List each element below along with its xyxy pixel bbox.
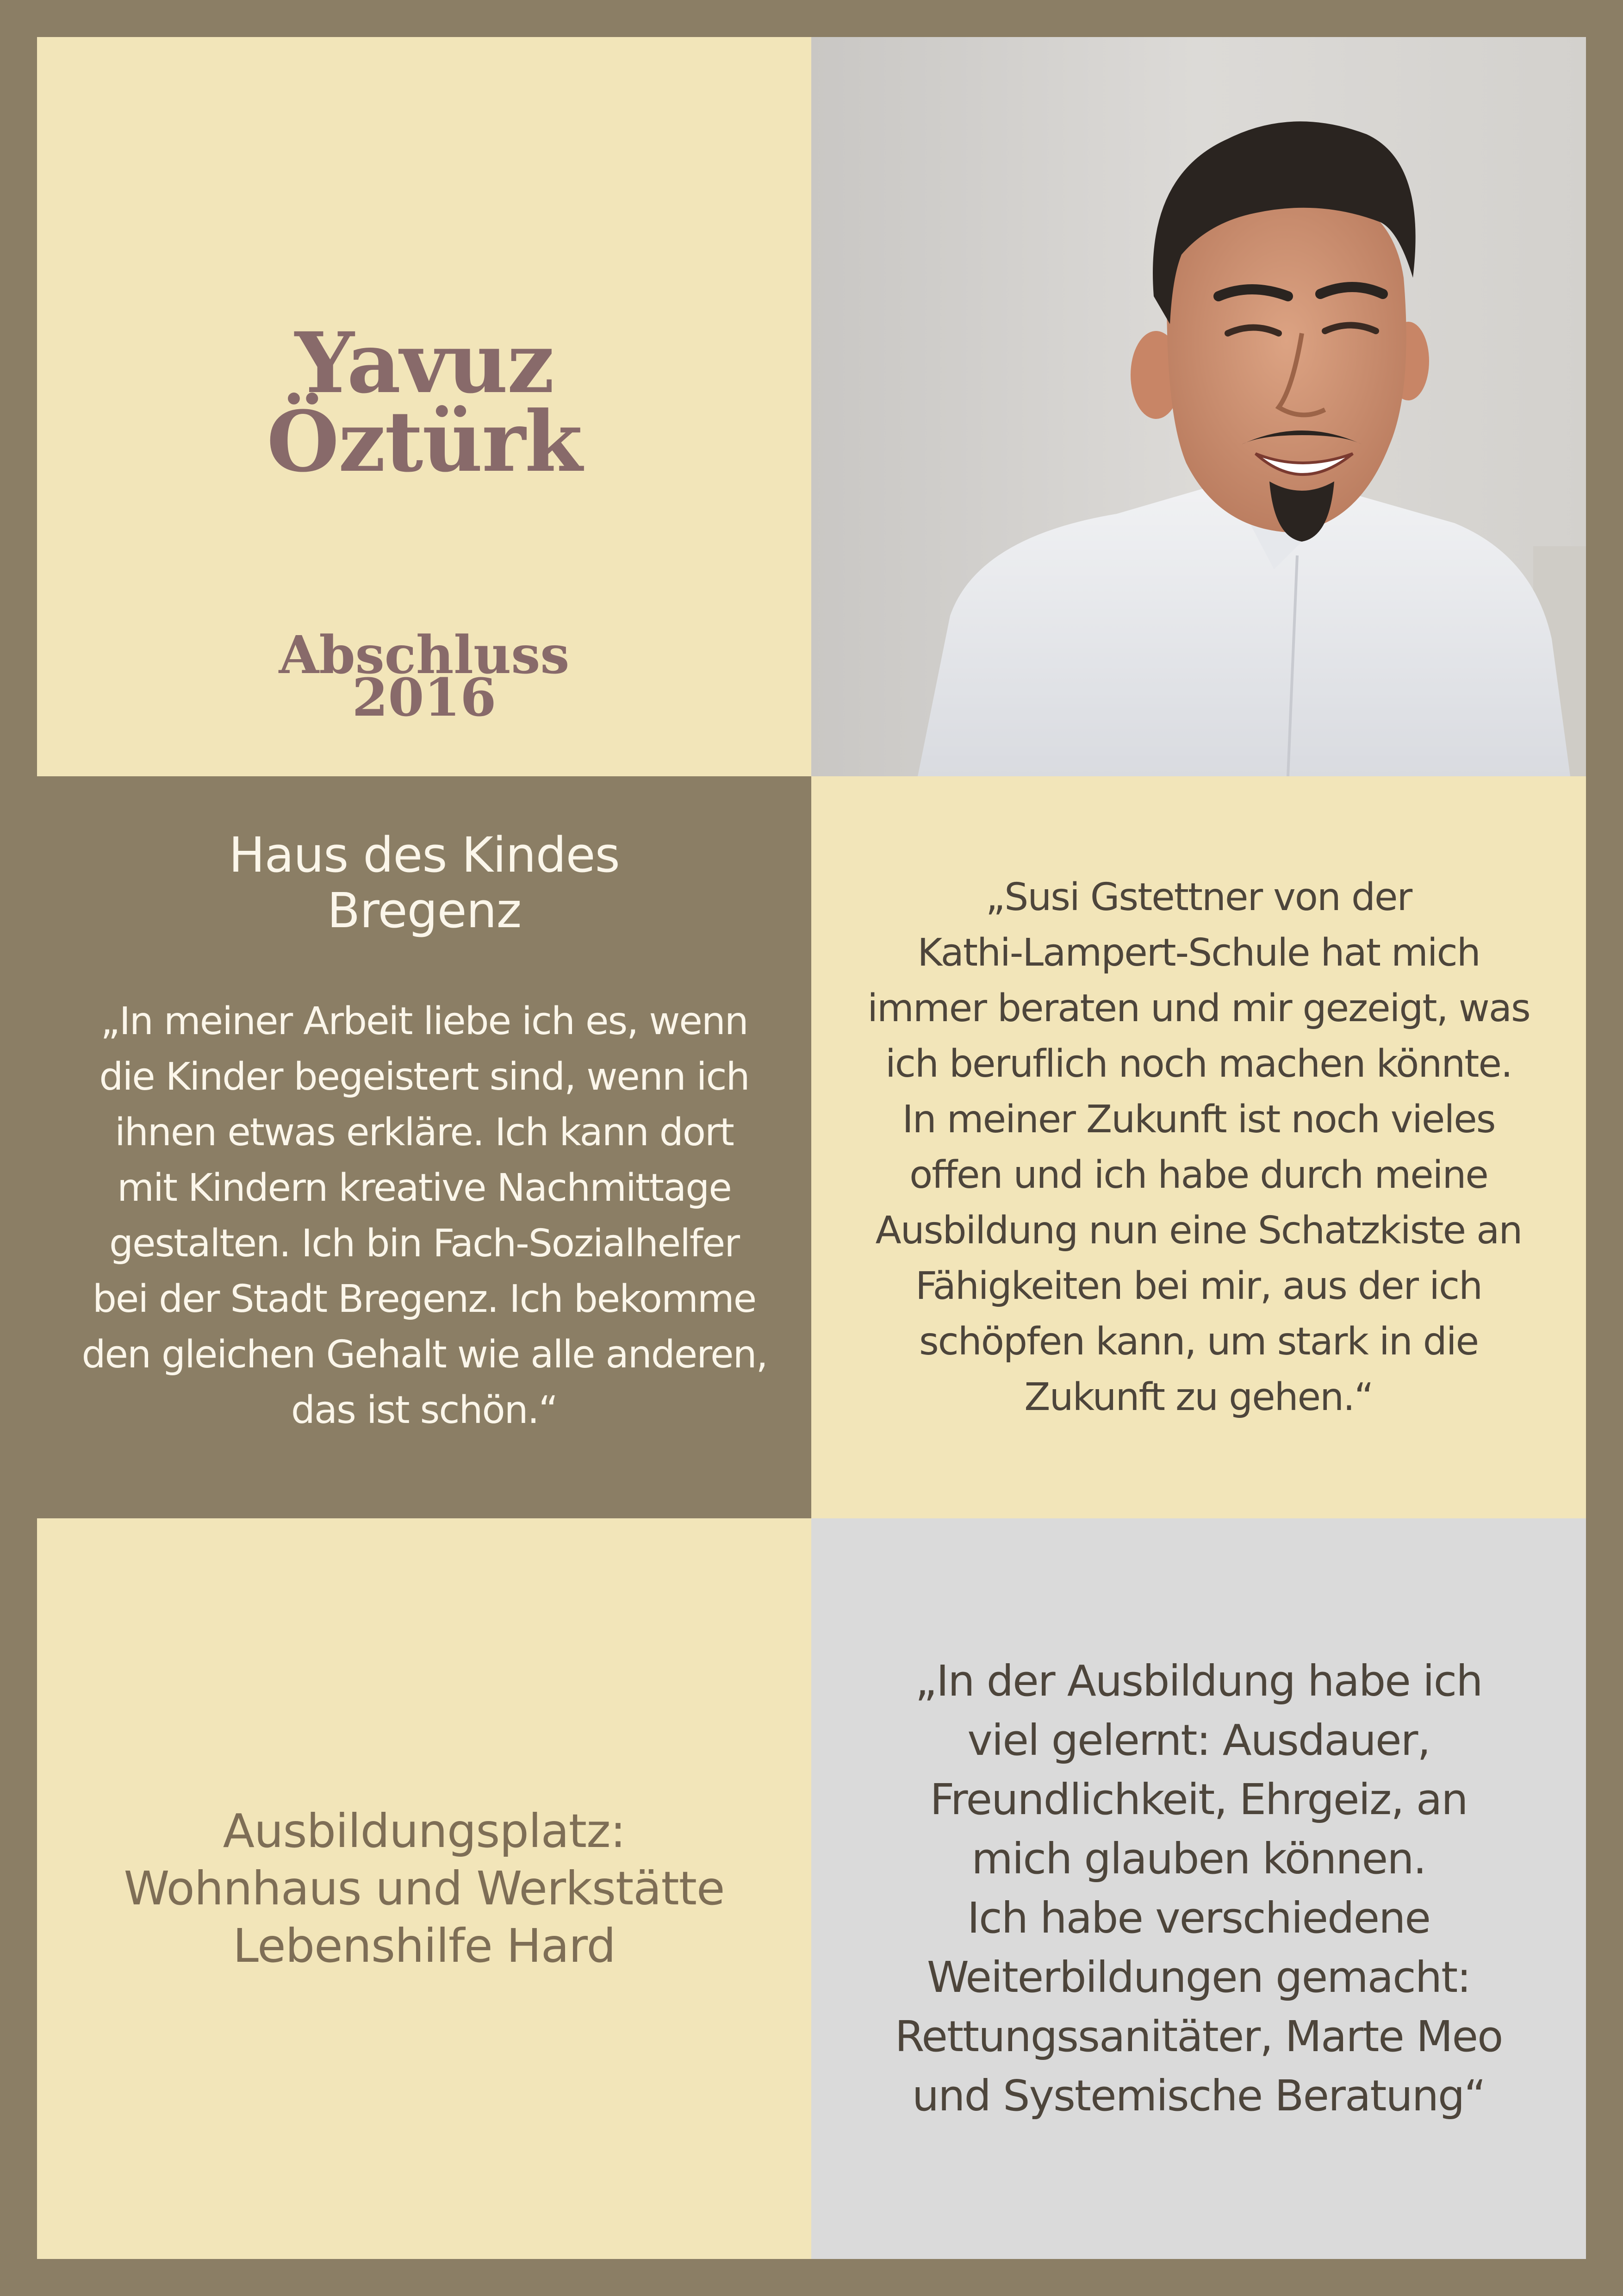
graduation <box>279 625 570 728</box>
quote-line: gestalten. Ich bin Fach-Sozialhelfer <box>109 1222 740 1266</box>
quote-line: ihnen etwas erkläre. Ich kann dort <box>115 1111 734 1154</box>
portrait-photo <box>811 37 1586 776</box>
quote-line: „In der Ausbildung habe ich <box>915 1656 1482 1706</box>
school-quote <box>838 870 1560 1425</box>
quote-line: den gleichen Gehalt wie alle anderen, <box>81 1333 767 1377</box>
training-place-line2: Wohnhaus und Werkstätte <box>124 1861 725 1915</box>
training-place-line3: Lebenshilfe Hard <box>233 1919 616 1973</box>
training-quote-panel <box>811 1518 1586 2259</box>
quote-line: bei der Stadt Bregenz. Ich bekomme <box>92 1277 756 1321</box>
workplace-quote <box>82 994 767 1438</box>
quote-line: ich beruflich noch machen könnte. <box>885 1042 1512 1086</box>
quote-line: Ausbildung nun eine Schatzkiste an <box>875 1208 1522 1253</box>
training-quote <box>856 1652 1541 2126</box>
quote-line: „In meiner Arbeit liebe ich es, wenn <box>100 999 748 1043</box>
training-place-label: Ausbildungsplatz: <box>223 1804 626 1858</box>
quote-line: mich glauben können. <box>971 1834 1426 1884</box>
quote-line: viel gelernt: Ausdauer, <box>967 1716 1430 1765</box>
quote-line: die Kinder begeistert sind, wenn ich <box>99 1055 749 1099</box>
quote-line: mit Kindern kreative Nachmittage <box>117 1166 731 1210</box>
training-place-panel <box>37 1518 811 2259</box>
last-name: Öztürk <box>267 393 582 491</box>
school-quote-panel <box>811 776 1586 1518</box>
quote-line: Rettungssanitäter, Marte Meo <box>895 2012 1503 2061</box>
quote-line: Ich habe verschiedene <box>967 1893 1430 1943</box>
quote-line: In meiner Zukunft ist noch vieles <box>902 1097 1495 1142</box>
quote-line: Zukunft zu gehen.“ <box>1024 1375 1373 1419</box>
quote-line: und Systemische Beratung“ <box>912 2071 1486 2121</box>
quote-line: Freundlichkeit, Ehrgeiz, an <box>930 1775 1468 1824</box>
first-name: Yavuz <box>295 314 553 412</box>
quote-line: Weiterbildungen gemacht: <box>927 1953 1471 2002</box>
training-place <box>124 1803 725 1975</box>
person-name <box>267 314 582 491</box>
quote-line: „Susi Gstettner von der <box>985 875 1412 919</box>
name-panel <box>37 37 811 776</box>
portrait-image <box>811 37 1586 776</box>
quote-line: offen und ich habe durch meine <box>909 1153 1488 1197</box>
workplace-name-line1: Haus des Kindes <box>229 827 620 883</box>
quote-line: schöpfen kann, um stark in die <box>919 1319 1479 1364</box>
quote-line: immer beraten und mir gezeigt, was <box>867 986 1530 1030</box>
quote-line: das ist schön.“ <box>291 1388 558 1432</box>
quote-line: Kathi-Lampert-Schule hat mich <box>917 930 1480 975</box>
graduation-year: 2016 <box>352 668 497 728</box>
quote-line: Fähigkeiten bei mir, aus der ich <box>915 1264 1482 1308</box>
workplace-name <box>229 827 620 938</box>
graduation-label: Abschluss <box>279 625 570 686</box>
workplace-name-line2: Bregenz <box>327 882 522 939</box>
workplace-panel <box>37 776 811 1518</box>
